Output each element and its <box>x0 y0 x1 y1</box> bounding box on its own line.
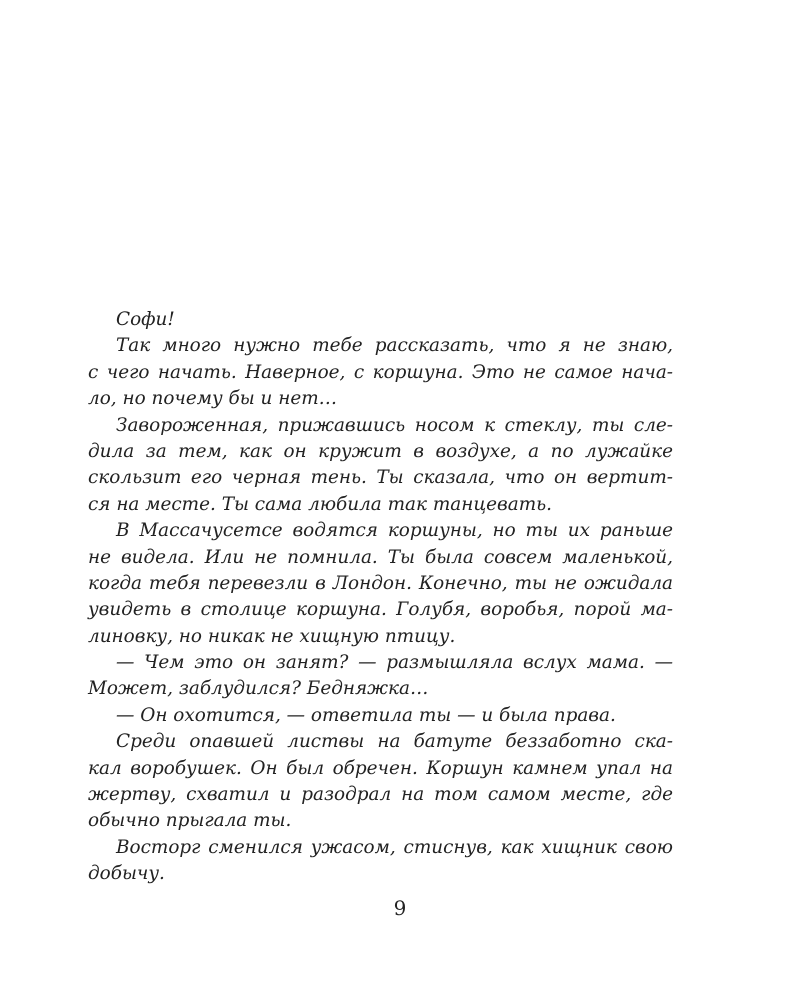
text-line: Софи! <box>116 309 175 330</box>
text-line: дила за тем, как он кружит в воздухе, а по лужайке <box>88 440 673 462</box>
paragraph <box>88 835 673 888</box>
text-line: увидеть в столице коршуна. Голубя, воробья, порой ма- <box>88 599 673 621</box>
paragraph <box>88 650 673 703</box>
text-line: Среди опавшей листвы на батуте беззаботно ска- <box>116 731 673 753</box>
page-number: 9 <box>393 896 407 920</box>
paragraph <box>88 307 673 333</box>
text-line: — Он охотится, — ответила ты — и была права. <box>116 704 616 726</box>
text-line: скользит его черная тень. Ты сказала, что он вертит- <box>88 467 673 489</box>
text-line: — Чем это он занят? — размышляла вслух мама. — <box>116 652 673 674</box>
text-line: когда тебя перевезли в Лондон. Конечно, ты не ожидала <box>88 572 673 594</box>
text-line: не видела. Или не помнила. Ты была совсем маленькой, <box>88 546 673 568</box>
text-line: Так много нужно тебе рассказать, что я не знаю, <box>116 335 673 357</box>
text-line: В Массачусетсе водятся коршуны, но ты их раньше <box>116 520 673 542</box>
text-line: ся на месте. Ты сама любила так танцевать. <box>88 493 553 515</box>
text-line: с чего начать. Наверное, с коршуна. Это не самое нача- <box>88 361 673 383</box>
text-line: жертву, схватил и разодрал на том самом месте, где <box>88 784 673 806</box>
text-line: Может, заблудился? Бедняжка… <box>88 678 429 700</box>
text-line: линовку, но никак не хищную птицу. <box>88 625 456 647</box>
text-line: Восторг сменился ужасом, стиснув, как хищник свою <box>116 836 673 858</box>
paragraph <box>88 518 673 650</box>
paragraph <box>88 333 673 412</box>
body-text <box>88 307 673 888</box>
paragraph <box>88 413 673 519</box>
text-line: ло, но почему бы и нет… <box>88 388 338 410</box>
text-line: обычно прыгала ты. <box>88 810 292 832</box>
text-line: кал воробушек. Он был обречен. Коршун камнем упал на <box>88 757 673 779</box>
paragraph <box>88 703 673 729</box>
paragraph <box>88 729 673 835</box>
text-line: добычу. <box>88 863 165 885</box>
text-line: Завороженная, прижавшись носом к стеклу, ты сле- <box>116 414 673 436</box>
